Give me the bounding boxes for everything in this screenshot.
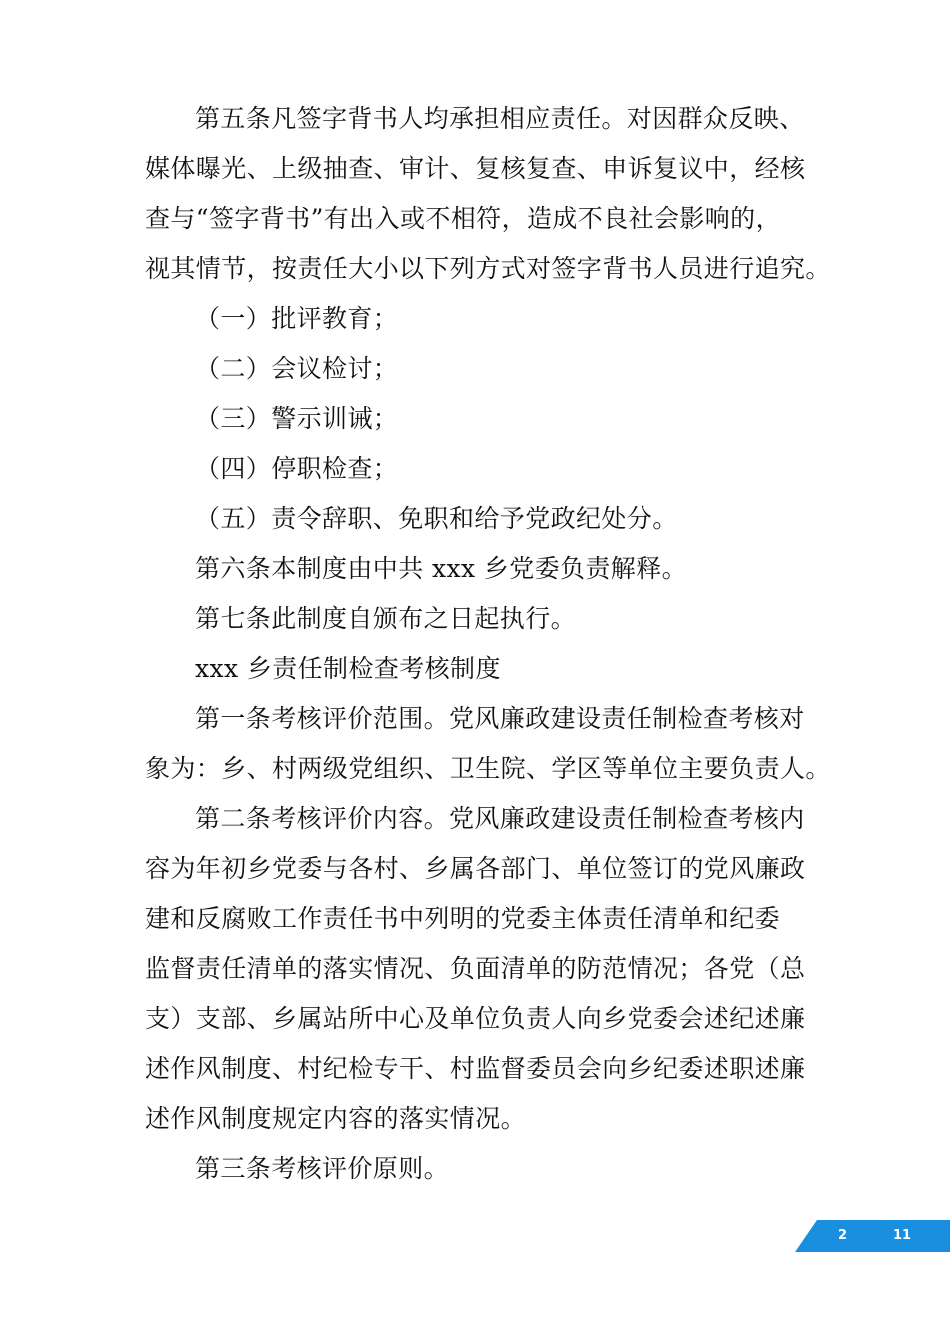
list-item: （二）会议检讨； [195,354,399,383]
paragraph-line: 第五条凡签字背书人均承担相应责任。对因群众反映、 [195,104,805,133]
paragraph-line: 视其情节，按责任大小以下列方式对签字背书人员进行追究。 [145,254,831,283]
paragraph-line: 容为年初乡党委与各村、乡属各部门、单位签订的党风廉政 [145,854,806,883]
paragraph-line: 述作风制度、村纪检专干、村监督委员会向乡纪委述职述廉 [145,1054,806,1083]
paragraph-line: 象为：乡、村两级党组织、卫生院、学区等单位主要负责人。 [145,754,831,783]
footer-band-shape [795,1220,950,1252]
paragraph-line: 第六条本制度由中共 xxx 乡党委负责解释。 [195,554,687,583]
paragraph-line: 支）支部、乡属站所中心及单位负责人向乡党委会述纪述廉 [145,1004,806,1033]
paragraph-line: 第三条考核评价原则。 [195,1154,450,1183]
paragraph-line: 建和反腐败工作责任书中列明的党委主体责任清单和纪委 [145,904,781,933]
list-item: （四）停职检查； [195,454,399,483]
paragraph-line: 第一条考核评价范围。党风廉政建设责任制检查考核对 [195,704,805,733]
paragraph-line: 第七条此制度自颁布之日起执行。 [195,604,577,633]
list-item: （一）批评教育； [195,304,399,333]
paragraph-line: 监督责任清单的落实情况、负面清单的防范情况；各党（总 [145,954,806,983]
section-title: xxx 乡责任制检查考核制度 [195,654,501,683]
page-footer-band [795,1220,950,1252]
list-item: （三）警示训诫； [195,404,399,433]
total-pages: 11 [893,1228,912,1243]
page-number: 2 [838,1228,848,1243]
list-item: （五）责令辞职、免职和给予党政纪处分。 [195,504,678,533]
paragraph-line: 媒体曝光、上级抽查、审计、复核复查、申诉复议中，经核 [145,154,806,183]
paragraph-line: 第二条考核评价内容。党风廉政建设责任制检查考核内 [195,804,805,833]
paragraph-line: 述作风制度规定内容的落实情况。 [145,1104,527,1133]
paragraph-line: 查与“签字背书”有出入或不相符，造成不良社会影响的， [145,204,781,233]
